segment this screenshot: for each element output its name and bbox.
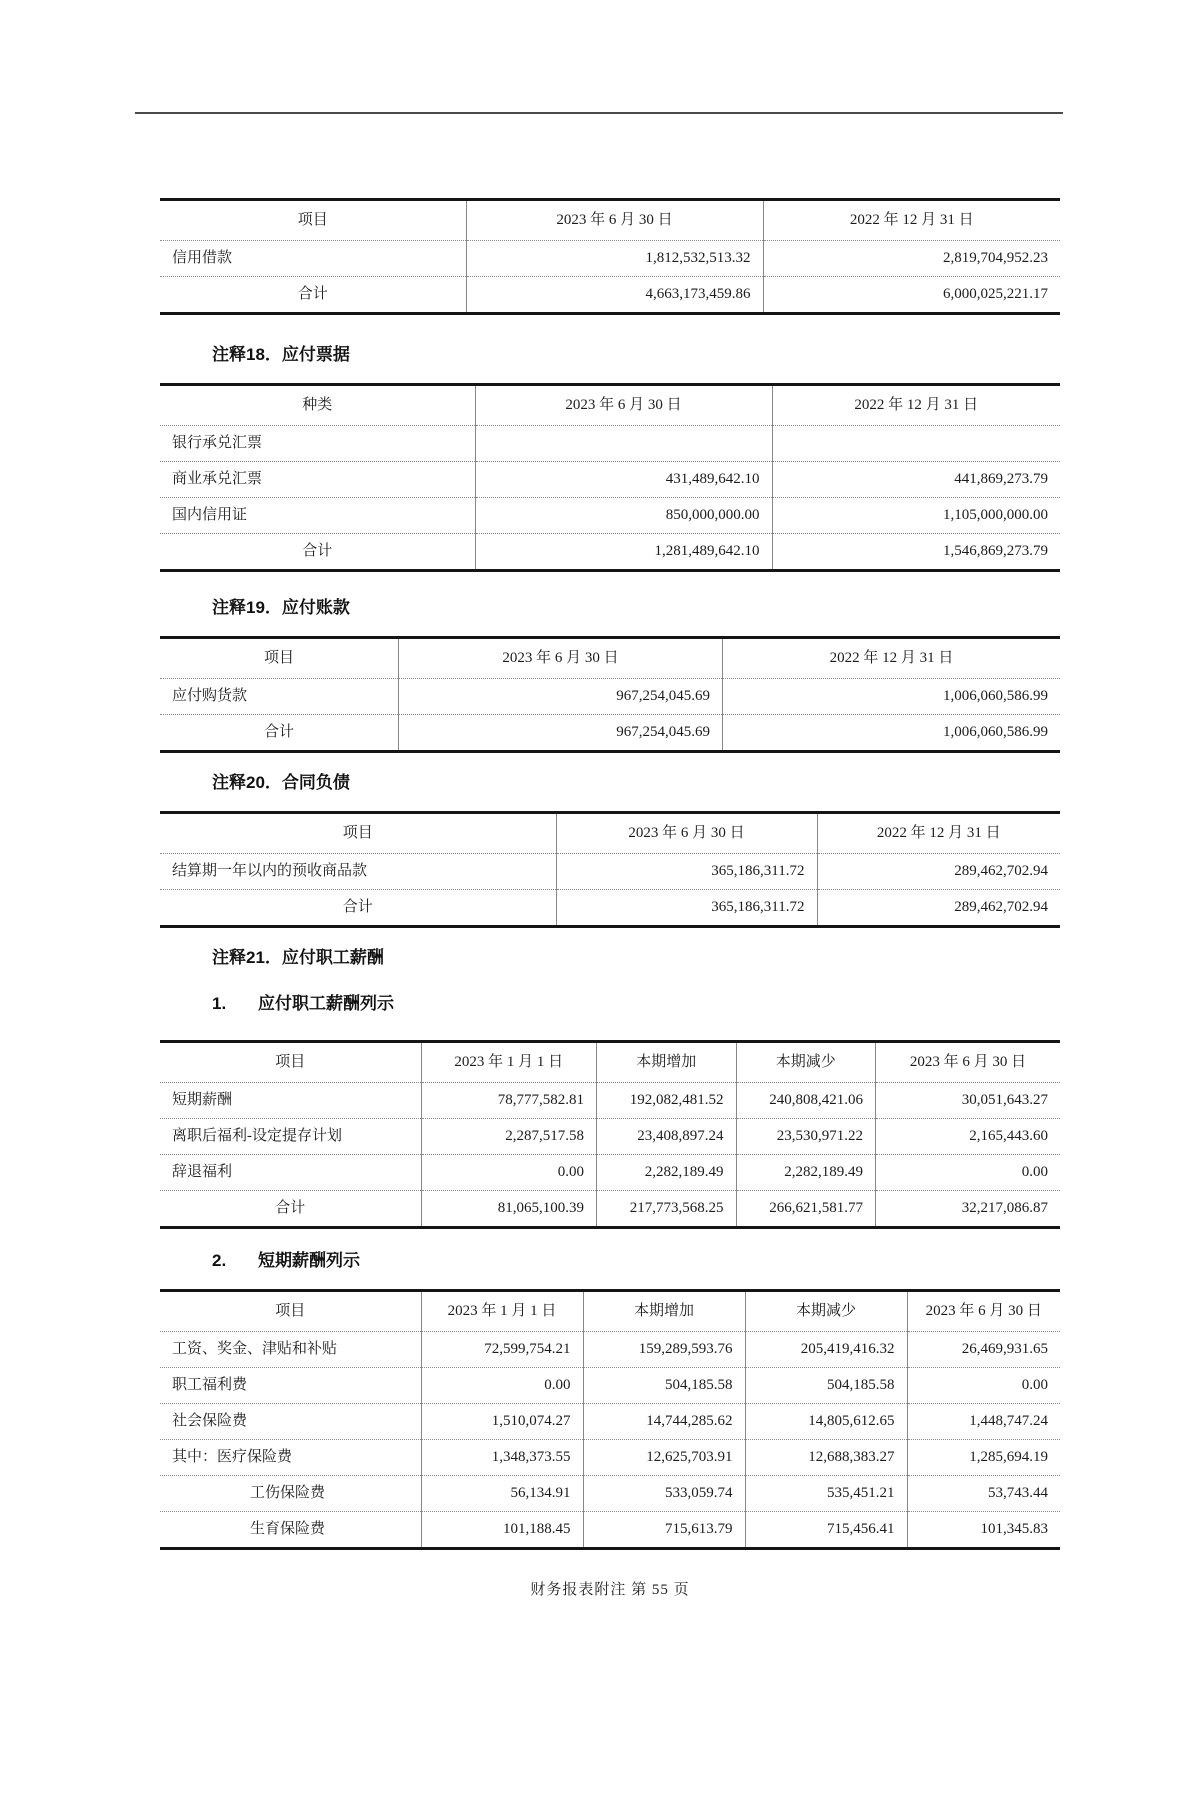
cell-value: 2,282,189.49 <box>736 1155 876 1191</box>
cell-value: 0.00 <box>907 1368 1060 1404</box>
cell-value: 1,006,060,586.99 <box>723 679 1061 715</box>
column-header: 2023 年 6 月 30 日 <box>475 385 772 426</box>
contract-liabilities-table <box>160 811 1060 928</box>
cell-value <box>772 426 1060 462</box>
cell-value: 2,819,704,952.23 <box>763 241 1060 277</box>
column-header: 本期减少 <box>745 1291 907 1332</box>
page <box>0 112 1200 1809</box>
row-label: 工资、奖金、津贴和补贴 <box>160 1332 421 1368</box>
column-header: 2023 年 6 月 30 日 <box>907 1291 1060 1332</box>
total-row <box>160 1191 1060 1228</box>
row-label: 应付购货款 <box>160 679 399 715</box>
row-label: 生育保险费 <box>160 1512 421 1549</box>
header-row <box>160 638 1060 679</box>
cell-value: 266,621,581.77 <box>736 1191 876 1228</box>
column-header: 种类 <box>160 385 475 426</box>
table-row <box>160 1440 1060 1476</box>
cell-value: 12,688,383.27 <box>745 1440 907 1476</box>
row-label: 结算期一年以内的预收商品款 <box>160 854 556 890</box>
cell-value: 0.00 <box>876 1155 1061 1191</box>
cell-value: 431,489,642.10 <box>475 462 772 498</box>
column-header: 本期增加 <box>597 1042 737 1083</box>
document-body <box>160 198 1060 1599</box>
table-row <box>160 1476 1060 1512</box>
section-borrowings-continued <box>160 198 1060 315</box>
section-note18-notes-payable <box>160 343 1060 572</box>
cell-value: 101,188.45 <box>421 1512 583 1549</box>
cell-value: 12,625,703.91 <box>583 1440 745 1476</box>
cell-value: 365,186,311.72 <box>556 854 817 890</box>
table-row <box>160 1368 1060 1404</box>
section-note19-accounts-payable <box>160 596 1060 753</box>
cell-value: 1,281,489,642.10 <box>475 534 772 571</box>
column-header: 2023 年 1 月 1 日 <box>421 1042 597 1083</box>
column-header: 2022 年 12 月 31 日 <box>763 200 1060 241</box>
row-label: 辞退福利 <box>160 1155 421 1191</box>
cell-value: 192,082,481.52 <box>597 1083 737 1119</box>
cell-value: 2,165,443.60 <box>876 1119 1061 1155</box>
column-header: 2023 年 6 月 30 日 <box>876 1042 1061 1083</box>
row-label: 工伤保险费 <box>160 1476 421 1512</box>
cell-value: 30,051,643.27 <box>876 1083 1061 1119</box>
total-row <box>160 715 1060 752</box>
cell-value: 101,345.83 <box>980 1521 1048 1537</box>
cell-value: 78,777,582.81 <box>421 1083 597 1119</box>
column-header: 项目 <box>160 813 556 854</box>
cell-value: 23,408,897.24 <box>597 1119 737 1155</box>
cell-value: 1,812,532,513.32 <box>466 241 763 277</box>
note21-heading: 注释21．应付职工薪酬 <box>212 948 384 967</box>
cell-value: 6,000,025,221.17 <box>943 286 1048 302</box>
cell-value: 715,613.79 <box>583 1512 745 1549</box>
note21-sub1-heading <box>212 992 1060 1016</box>
table-row <box>160 1083 1060 1119</box>
table-row <box>160 1155 1060 1191</box>
page-footer: 财务报表附注 第 55 页 <box>530 1582 690 1598</box>
column-header: 项目 <box>160 200 466 241</box>
header-row <box>160 1042 1060 1083</box>
cell-value: 23,530,971.22 <box>736 1119 876 1155</box>
row-label: 国内信用证 <box>160 498 475 534</box>
note20-heading: 注释20．合同负债 <box>212 773 350 792</box>
column-header: 项目 <box>160 1291 421 1332</box>
sub2-label: 短期薪酬列示 <box>258 1251 360 1270</box>
cell-value: 159,289,593.76 <box>583 1332 745 1368</box>
cell-value: 205,419,416.32 <box>745 1332 907 1368</box>
cell-value: 1,448,747.24 <box>907 1404 1060 1440</box>
table-row <box>160 498 1060 534</box>
note19-heading: 注释19．应付账款 <box>212 598 350 617</box>
total-row <box>160 890 1060 927</box>
cell-value: 1,285,694.19 <box>907 1440 1060 1476</box>
column-header: 2023 年 1 月 1 日 <box>421 1291 583 1332</box>
column-header: 2023 年 6 月 30 日 <box>556 813 817 854</box>
row-label: 社会保险费 <box>160 1404 421 1440</box>
cell-value: 365,186,311.72 <box>556 890 817 927</box>
cell-value: 967,254,045.69 <box>399 715 723 752</box>
cell-value: 1,105,000,000.00 <box>772 498 1060 534</box>
row-label: 职工福利费 <box>160 1368 421 1404</box>
table-row <box>160 241 1060 277</box>
header-row <box>160 385 1060 426</box>
column-header: 2023 年 6 月 30 日 <box>399 638 723 679</box>
section-note21-employee-benefits <box>160 946 1060 1550</box>
column-header: 项目 <box>160 1042 421 1083</box>
cell-value: 14,805,612.65 <box>745 1404 907 1440</box>
row-label: 合计 <box>160 890 556 927</box>
cell-value: 1,006,060,586.99 <box>943 724 1048 740</box>
cell-value: 504,185.58 <box>583 1368 745 1404</box>
table-row <box>160 1332 1060 1368</box>
page-header-rule <box>135 112 1063 114</box>
note18-heading: 注释18．应付票据 <box>212 345 350 364</box>
cell-value: 14,744,285.62 <box>583 1404 745 1440</box>
total-row <box>160 277 1060 314</box>
borrowings-table <box>160 198 1060 315</box>
cell-value <box>475 426 772 462</box>
cell-value: 32,217,086.87 <box>961 1200 1048 1216</box>
column-header: 项目 <box>160 638 399 679</box>
column-header: 2022 年 12 月 31 日 <box>772 385 1060 426</box>
table-row <box>160 1119 1060 1155</box>
cell-value: 441,869,273.79 <box>772 462 1060 498</box>
cell-value: 2,282,189.49 <box>597 1155 737 1191</box>
cell-value: 850,000,000.00 <box>475 498 772 534</box>
cell-value: 1,510,074.27 <box>421 1404 583 1440</box>
cell-value: 217,773,568.25 <box>597 1191 737 1228</box>
column-header: 2022 年 12 月 31 日 <box>723 638 1061 679</box>
cell-value: 81,065,100.39 <box>421 1191 597 1228</box>
sub1-label: 应付职工薪酬列示 <box>258 994 394 1013</box>
cell-value: 289,462,702.94 <box>954 899 1048 915</box>
row-label: 短期薪酬 <box>160 1083 421 1119</box>
cell-value: 56,134.91 <box>421 1476 583 1512</box>
cell-value: 1,546,869,273.79 <box>943 543 1048 559</box>
row-label: 合计 <box>160 534 475 571</box>
column-header: 本期增加 <box>583 1291 745 1332</box>
header-row <box>160 813 1060 854</box>
column-header: 本期减少 <box>736 1042 876 1083</box>
row-label: 合计 <box>160 715 399 752</box>
cell-value: 504,185.58 <box>745 1368 907 1404</box>
cell-value: 1,348,373.55 <box>421 1440 583 1476</box>
column-header: 2023 年 6 月 30 日 <box>466 200 763 241</box>
section-note20-contract-liabilities <box>160 771 1060 928</box>
table-row <box>160 426 1060 462</box>
cell-value: 967,254,045.69 <box>399 679 723 715</box>
cell-value: 715,456.41 <box>745 1512 907 1549</box>
cell-value: 53,743.44 <box>907 1476 1060 1512</box>
cell-value: 535,451.21 <box>745 1476 907 1512</box>
cell-value: 72,599,754.21 <box>421 1332 583 1368</box>
table-row <box>160 679 1060 715</box>
cell-value: 0.00 <box>421 1368 583 1404</box>
row-label: 合计 <box>160 1191 421 1228</box>
table-row <box>160 462 1060 498</box>
cell-value: 533,059.74 <box>583 1476 745 1512</box>
short-term-benefits-table <box>160 1289 1060 1550</box>
table-row <box>160 1512 1060 1549</box>
note21-sub2-heading <box>212 1249 1060 1273</box>
notes-payable-table <box>160 383 1060 572</box>
sub1-number: 1. <box>212 994 227 1013</box>
row-label: 离职后福利-设定提存计划 <box>160 1119 421 1155</box>
row-label: 其中：医疗保险费 <box>160 1440 421 1476</box>
cell-value: 289,462,702.94 <box>817 854 1060 890</box>
cell-value: 0.00 <box>421 1155 597 1191</box>
header-row <box>160 1291 1060 1332</box>
header-row <box>160 200 1060 241</box>
accounts-payable-table <box>160 636 1060 753</box>
sub2-number: 2. <box>212 1251 227 1270</box>
employee-benefits-table <box>160 1040 1060 1229</box>
column-header: 2022 年 12 月 31 日 <box>817 813 1060 854</box>
cell-value: 240,808,421.06 <box>736 1083 876 1119</box>
cell-value: 26,469,931.65 <box>907 1332 1060 1368</box>
cell-value: 4,663,173,459.86 <box>466 277 763 314</box>
row-label: 合计 <box>160 277 466 314</box>
row-label: 信用借款 <box>160 241 466 277</box>
cell-value: 2,287,517.58 <box>421 1119 597 1155</box>
row-label: 银行承兑汇票 <box>160 426 475 462</box>
table-row <box>160 1404 1060 1440</box>
table-row <box>160 854 1060 890</box>
row-label: 商业承兑汇票 <box>160 462 475 498</box>
total-row <box>160 534 1060 571</box>
